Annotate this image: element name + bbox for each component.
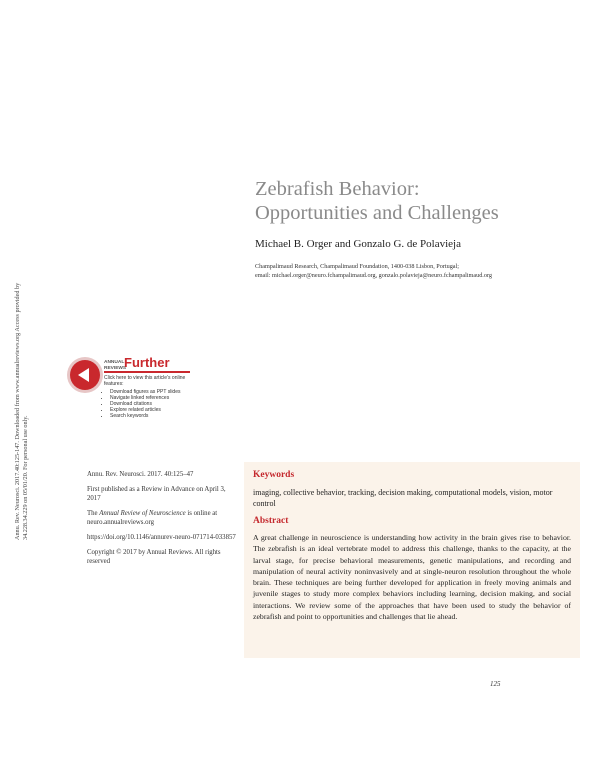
page-number: 125 <box>490 680 501 688</box>
further-item[interactable]: • Search keywords <box>110 413 181 419</box>
online-post: is online at neuro.annualreviews.org <box>87 510 218 526</box>
side-note-text: Annu. Rev. Neurosci. 2017.40:125-147. Downloaded from www.annualreviews.org Access provided by 34.228.34.229 on 05/01/20. For personal use only. <box>14 282 29 540</box>
annual-reviews-logo <box>104 360 126 371</box>
affiliation <box>255 262 575 280</box>
further-divider <box>104 371 190 373</box>
doi-link[interactable]: https://doi.org/10.1146/annurev-neuro-071714-033857 <box>87 534 236 541</box>
logo-reviews: REVIEWS <box>104 365 127 371</box>
title-line-1: Zebrafish Behavior: <box>255 178 420 200</box>
keywords-heading: Keywords <box>253 470 295 480</box>
abstract-heading: Abstract <box>253 516 289 526</box>
affiliation-email: email: michael.orger@neuro.fchampalimaud.org, gonzalo.polavieja@neuro.fchampalimaud.org <box>255 272 492 279</box>
first-published: First published as a Review in Advance on April 3, 2017 <box>87 486 226 502</box>
further-item[interactable]: • Navigate linked references <box>110 395 181 401</box>
further-heading: Further <box>124 355 170 370</box>
authors: Michael B. Orger and Gonzalo G. de Polavieja <box>255 238 461 250</box>
online-note <box>87 509 237 527</box>
title-line-2: Opportunities and Challenges <box>255 202 499 224</box>
download-side-note <box>14 250 28 540</box>
article-title <box>255 177 499 225</box>
citation: Annu. Rev. Neurosci. 2017. 40:125–47 <box>87 471 194 478</box>
citation-sidebar <box>87 470 237 572</box>
journal-name: Annual Review of Neuroscience <box>99 510 186 517</box>
further-list <box>104 389 181 419</box>
further-item[interactable]: • Download figures as PPT slides <box>110 389 181 395</box>
further-item[interactable]: • Download citations <box>110 401 181 407</box>
further-item[interactable]: • Explore related articles <box>110 407 181 413</box>
affiliation-line-1: Champalimaud Research, Champalimaud Foundation, 1400-038 Lisbon, Portugal; <box>255 263 459 270</box>
keywords-abstract-panel <box>244 462 580 658</box>
online-pre: The <box>87 510 100 517</box>
logo-annual: ANNUAL <box>104 360 125 365</box>
further-features-box[interactable] <box>70 354 190 432</box>
copyright: Copyright © 2017 by Annual Reviews. All rights reserved <box>87 549 221 565</box>
further-intro[interactable]: Click here to view this article's online features: <box>104 375 186 387</box>
back-arrow-icon[interactable] <box>70 360 100 390</box>
keywords-text: imaging, collective behavior, tracking, decision making, computational models, vision, motor control <box>253 488 553 508</box>
abstract-text: A great challenge in neuroscience is understanding how activity in the brain gives rise to behavior. The zebrafish is an ideal vertebrate model to address this challenge, thanks to the capacity, at the larval stage, for precise behavioral measurements, genetic manipulations, and recording and manipulation of neural activity noninvasively and at single-neuron resolution throughout the whole brain. These techniques are being further developed for application in freely moving animals and juvenile stages to study more complex behaviors including learning, decision making, and social interactions. We review some of the approaches that have been used to study the behavior of zebrafish and point to opportunities and challenges that lie ahead. <box>253 533 571 622</box>
